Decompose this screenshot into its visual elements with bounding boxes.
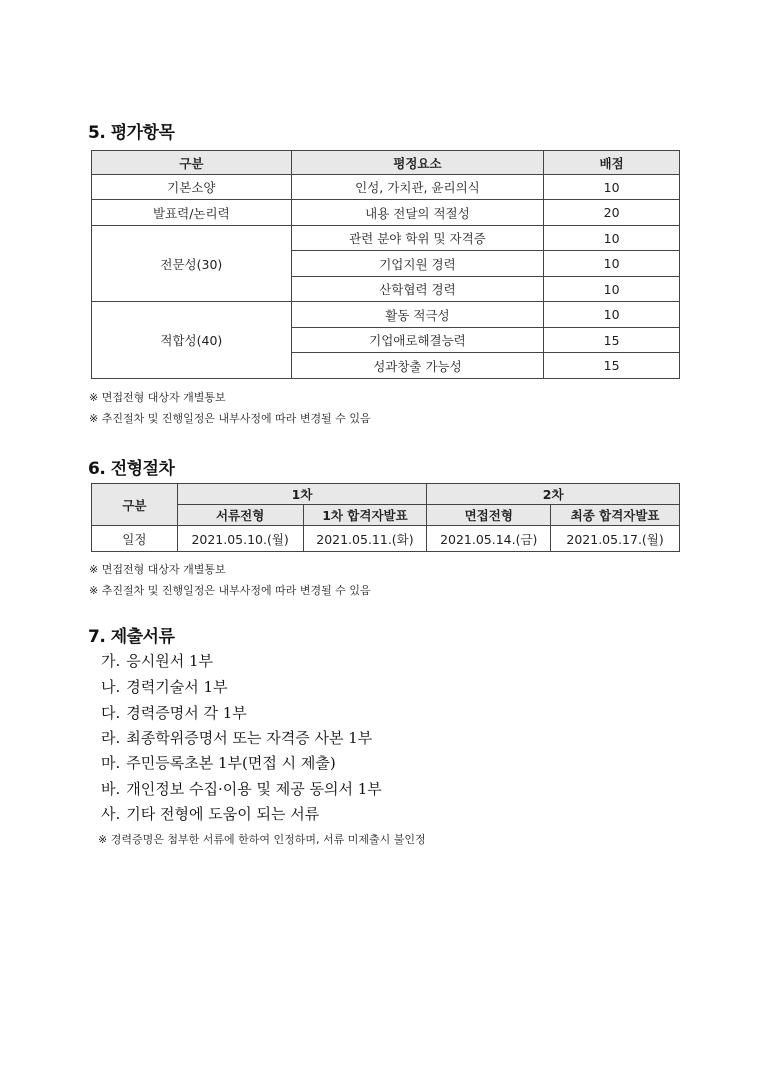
table-row <box>92 302 680 328</box>
list-item <box>101 702 253 723</box>
list-item <box>101 803 325 824</box>
score-cell: 15 <box>544 328 680 353</box>
date-cell: 2021.05.14.(금) <box>427 526 551 552</box>
score-cell: 10 <box>544 277 680 302</box>
table-row <box>92 526 680 552</box>
item-text: 경력증명서 각 1부 <box>126 704 247 722</box>
category-cell: 전문성(30) <box>92 226 292 302</box>
schedule-table <box>91 483 680 552</box>
step-header: 서류전형 <box>177 505 303 526</box>
item-text: 최종학위증명서 또는 자격증 사본 1부 <box>126 729 373 747</box>
item-marker: 바. <box>101 780 121 798</box>
section-6-title: 6. 전형절차 <box>88 459 175 479</box>
item-marker: 가. <box>101 652 121 670</box>
category-cell: 적합성(40) <box>92 302 292 379</box>
element-cell: 산학협력 경력 <box>291 277 544 302</box>
list-item <box>101 752 342 773</box>
section-6-note: ※ 면접전형 대상자 개별통보 <box>89 563 226 576</box>
date-cell: 2021.05.10.(월) <box>177 526 303 552</box>
score-cell: 10 <box>544 251 680 277</box>
table-row <box>92 226 680 251</box>
score-cell: 10 <box>544 226 680 251</box>
item-marker: 라. <box>101 729 121 747</box>
element-cell: 성과창출 가능성 <box>291 353 544 379</box>
section-5-note: ※ 추진절차 및 진행일정은 내부사정에 따라 변경될 수 있음 <box>89 412 371 425</box>
element-cell: 인성, 가치관, 윤리의식 <box>291 175 544 200</box>
item-text: 개인정보 수집·이용 및 제공 동의서 1부 <box>126 780 382 798</box>
date-cell: 2021.05.17.(월) <box>551 526 680 552</box>
item-text: 경력기술서 1부 <box>126 678 228 696</box>
item-marker: 나. <box>101 678 121 696</box>
section-7-title: 7. 제출서류 <box>88 627 175 647</box>
step-header: 면접전형 <box>427 505 551 526</box>
item-marker: 사. <box>101 805 121 823</box>
header-category: 구분 <box>92 151 292 175</box>
item-marker: 다. <box>101 704 121 722</box>
score-cell: 15 <box>544 353 680 379</box>
element-cell: 기업애로해결능력 <box>291 328 544 353</box>
element-cell: 관련 분야 학위 및 자격증 <box>291 226 544 251</box>
stage-1-header: 1차 <box>177 484 427 505</box>
score-cell: 10 <box>544 302 680 328</box>
section-5-note: ※ 면접전형 대상자 개별통보 <box>89 391 226 404</box>
list-item <box>101 778 388 799</box>
list-item <box>101 727 378 748</box>
evaluation-table <box>91 150 680 379</box>
score-cell: 20 <box>544 200 680 226</box>
list-item <box>101 650 219 671</box>
header-label: 구분 <box>92 484 178 526</box>
section-6-note: ※ 추진절차 및 진행일정은 내부사정에 따라 변경될 수 있음 <box>89 584 371 597</box>
step-header: 1차 합격자발표 <box>303 505 427 526</box>
list-item <box>101 676 234 697</box>
date-cell: 2021.05.11.(화) <box>303 526 427 552</box>
step-header: 최종 합격자발표 <box>551 505 680 526</box>
item-text: 주민등록초본 1부(면접 시 제출) <box>126 754 336 772</box>
header-element: 평정요소 <box>291 151 544 175</box>
table-row <box>92 175 680 200</box>
header-score: 배점 <box>544 151 680 175</box>
category-cell: 기본소양 <box>92 175 292 200</box>
element-cell: 기업지원 경력 <box>291 251 544 277</box>
table-row <box>92 200 680 226</box>
section-5-title: 5. 평가항목 <box>88 123 175 143</box>
item-marker: 마. <box>101 754 121 772</box>
score-cell: 10 <box>544 175 680 200</box>
stage-2-header: 2차 <box>427 484 680 505</box>
element-cell: 활동 적극성 <box>291 302 544 328</box>
item-text: 응시원서 1부 <box>126 652 214 670</box>
section-7-note: ※ 경력증명은 첨부한 서류에 한하여 인정하며, 서류 미제출시 불인정 <box>98 833 426 846</box>
category-cell: 발표력/논리력 <box>92 200 292 226</box>
element-cell: 내용 전달의 적절성 <box>291 200 544 226</box>
row-label: 일정 <box>92 526 178 552</box>
item-text: 기타 전형에 도움이 되는 서류 <box>126 805 320 823</box>
